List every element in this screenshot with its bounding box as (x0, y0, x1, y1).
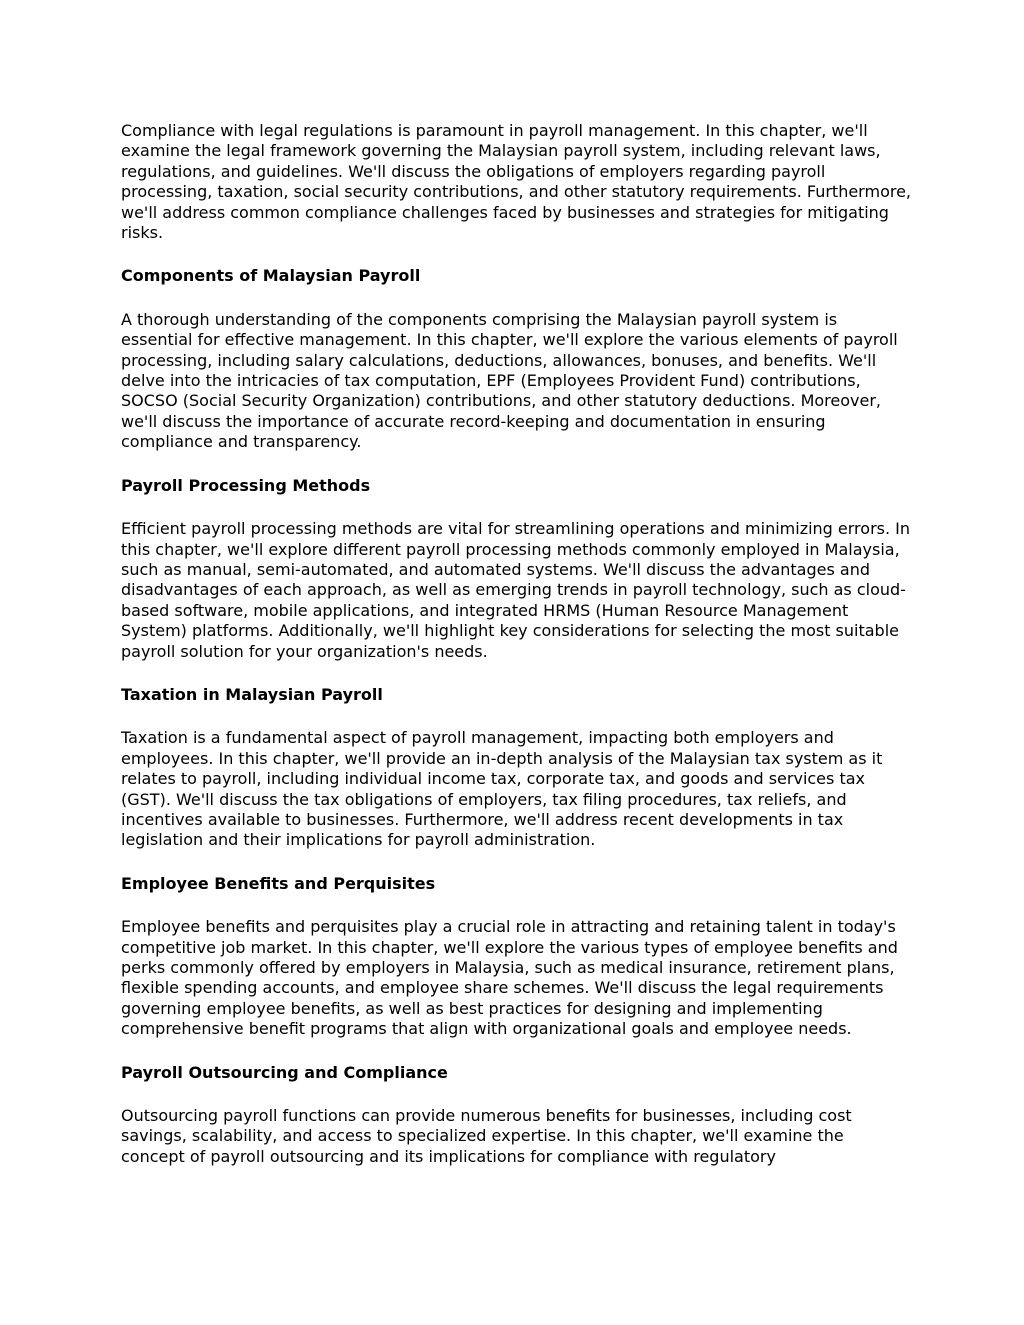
section-heading-components: Components of Malaysian Payroll (121, 266, 421, 286)
section-heading-benefits: Employee Benefits and Perquisites (121, 873, 436, 893)
document-page (121, 121, 911, 1190)
section-body-benefits: Employee benefits and perquisites play a crucial role in attracting and retaining talent in today's competitive job market. In this chapter, we'll explore the various types of employee benefits and perks commonly offered by employers in Malaysia, such as medical insurance, retirement plans, flexible spending accounts, and employee share schemes. We'll discuss the legal requirements governing employee benefits, as well as best practices for designing and implementing comprehensive benefit programs that align with organizational goals and employee needs. (121, 917, 898, 1039)
section-body-processing-methods: Efficient payroll processing methods are vital for streamlining operations and minimizing errors. In this chapter, we'll explore different payroll processing methods commonly employed in Malaysia, such as manual, semi-automated, and automated systems. We'll discuss the advantages and disadvantages of each approach, as well as emerging trends in payroll technology, such as cloud-based software, mobile applications, and integrated HRMS (Human Resource Management System) platforms. Additionally, we'll highlight key considerations for selecting the most suitable payroll solution for your organization's needs. (121, 519, 911, 661)
section-heading-processing-methods: Payroll Processing Methods (121, 475, 371, 495)
section-heading-taxation: Taxation in Malaysian Payroll (121, 684, 383, 704)
section-body-taxation: Taxation is a fundamental aspect of payroll management, impacting both employers and employees. In this chapter, we'll provide an in-depth analysis of the Malaysian tax system as it relates to payroll, including individual income tax, corporate tax, and goods and services tax (GST). We'll discuss the tax obligations of employers, tax filing procedures, tax reliefs, and incentives available to businesses. Furthermore, we'll address recent developments in tax legislation and their implications for payroll administration. (121, 728, 883, 850)
section-body-components: A thorough understanding of the components comprising the Malaysian payroll system is essential for effective management. In this chapter, we'll explore the various elements of payroll processing, including salary calculations, deductions, allowances, bonuses, and benefits. We'll delve into the intricacies of tax computation, EPF (Employees Provident Fund) contributions, SOCSO (Social Security Organization) contributions, and other statutory deductions. Moreover, we'll discuss the importance of accurate record-keeping and documentation in ensuring compliance and transparency. (121, 309, 898, 452)
section-heading-outsourcing: Payroll Outsourcing and Compliance (121, 1062, 448, 1082)
intro-paragraph: Compliance with legal regulations is paramount in payroll management. In this chapter, we'll examine the legal framework governing the Malaysian payroll system, including relevant laws, regulations, and guidelines. We'll discuss the obligations of employers regarding payroll processing, taxation, social security contributions, and other statutory requirements. Furthermore, we'll address common compliance challenges faced by businesses and strategies for mitigating risks. (121, 121, 912, 243)
section-body-outsourcing: Outsourcing payroll functions can provide numerous benefits for businesses, including cost savings, scalability, and access to specialized expertise. In this chapter, we'll examine the concept of payroll outsourcing and its implications for compliance with regulatory (121, 1106, 852, 1166)
